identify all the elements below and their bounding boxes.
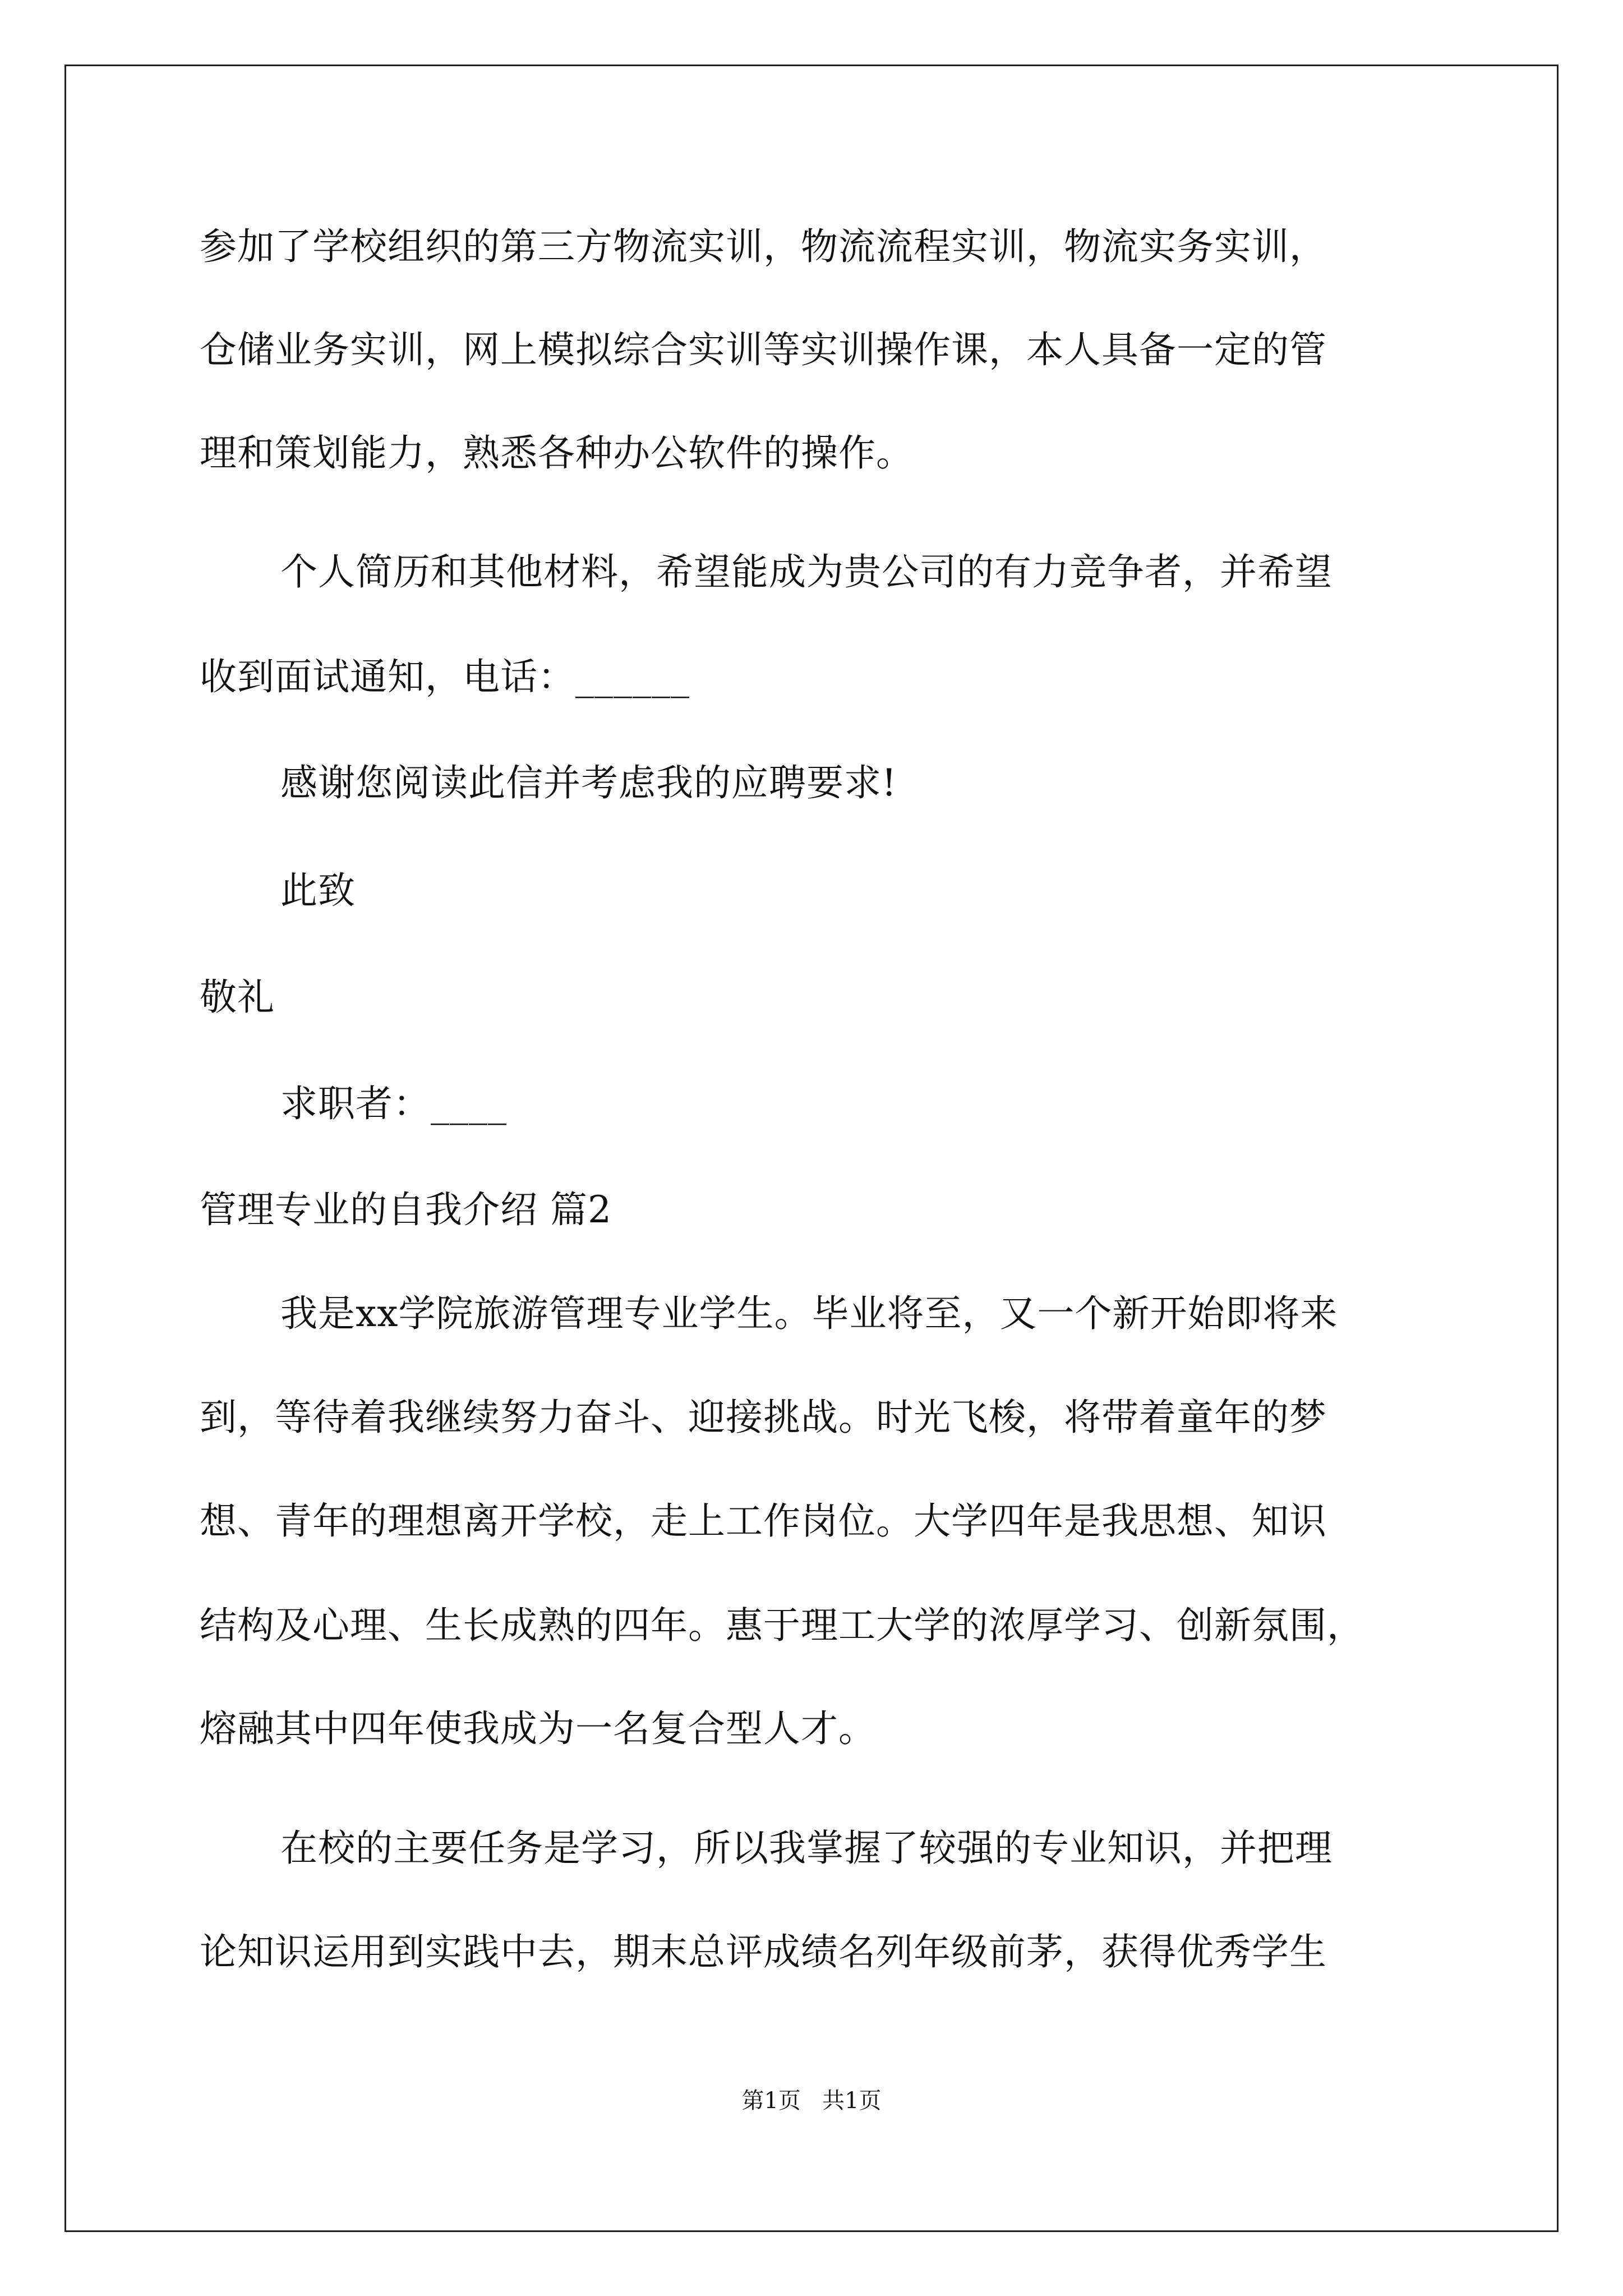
signature-line: 求职者：____ (280, 1082, 507, 1125)
paragraph-line: 论知识运用到实践中去，期末总评成绩名列年级前茅，获得优秀学生 (200, 1930, 1327, 1973)
page-border (64, 65, 1559, 2232)
paragraph-line: 理和策划能力，熟悉各种办公软件的操作。 (200, 431, 914, 475)
paragraph-line: 到，等待着我继续努力奋斗、迎接挑战。时光飞梭，将带着童年的梦 (200, 1396, 1327, 1439)
salutation: 此致 (280, 869, 356, 912)
paragraph-line: 在校的主要任务是学习，所以我掌握了较强的专业知识，并把理 (280, 1826, 1332, 1870)
paragraph-line: 我是xx学院旅游管理专业学生。毕业将至，又一个新开始即将来 (280, 1292, 1338, 1335)
paragraph-line: 收到面试通知，电话：______ (200, 655, 690, 698)
paragraph-line: 个人简历和其他材料，希望能成为贵公司的有力竞争者，并希望 (280, 550, 1332, 593)
section-heading: 管理专业的自我介绍 篇2 (200, 1188, 612, 1231)
salutation: 敬礼 (200, 976, 275, 1019)
paragraph-line: 想、青年的理想离开学校，走上工作岗位。大学四年是我思想、知识 (200, 1499, 1327, 1543)
paragraph-line: 熔融其中四年使我成为一名复合型人才。 (200, 1707, 876, 1750)
paragraph-line: 结构及心理、生长成熟的四年。惠于理工大学的浓厚学习、创新氛围， (200, 1604, 1364, 1647)
closing-line: 感谢您阅读此信并考虑我的应聘要求! (280, 761, 897, 804)
page-number-footer: 第1页 共1页 (741, 2088, 882, 2114)
paragraph-line: 参加了学校组织的第三方物流实训，物流流程实训，物流实务实训， (200, 225, 1327, 268)
paragraph-line: 仓储业务实训，网上模拟综合实训等实训操作课，本人具备一定的管 (200, 328, 1327, 371)
